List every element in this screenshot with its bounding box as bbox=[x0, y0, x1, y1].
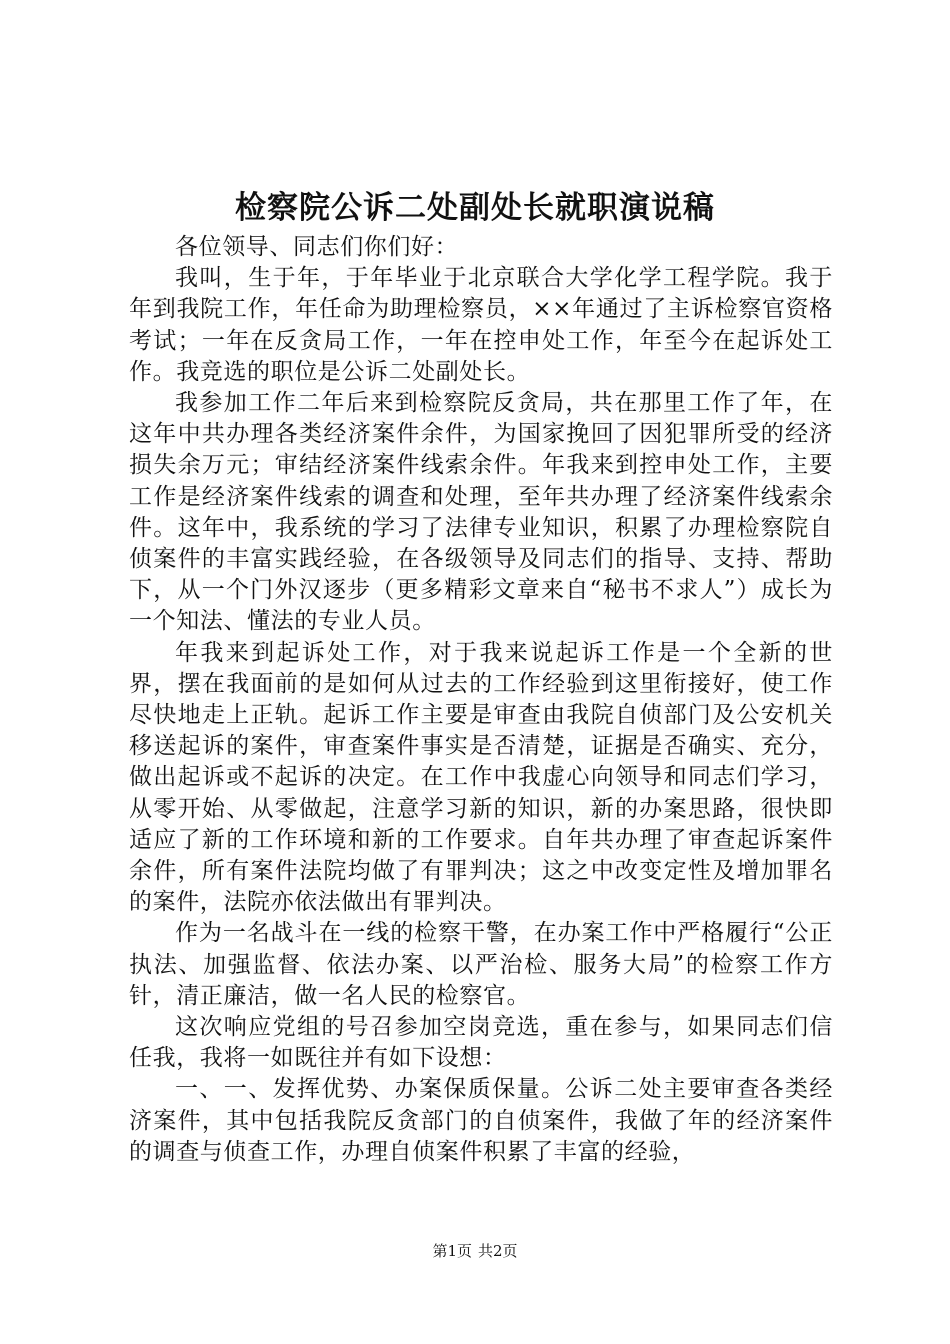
paragraph-anti-corruption-experience: 我参加工作二年后来到检察院反贪局，共在那里工作了年，在这年中共办理各类经济案件余件，为国家挽回了因犯罪所受的经济损失余万元；审结经济案件线索余件。年我来到控申处工作，主要工作是经济案件线索的调查和处理，至年共办理了经济案件线索余件。这年中，我系统的学习了法律专业知识，积累了办理检察院自侦案件的丰富实践经验，在各级领导及同志们的指导、支持、帮助下，从一个门外汉逐步（更多精彩文章来自“秘书不求人”）成长为一个知法、懂法的专业人员。 bbox=[129, 390, 833, 635]
document-body bbox=[129, 232, 833, 1168]
paragraph-prosecution-experience: 年我来到起诉处工作，对于我来说起诉工作是一个全新的世界，摆在我面前的是如何从过去的工作经验到这里衔接好，使工作尽快地走上正轨。起诉工作主要是审查由我院自侦部门及公安机关移送起诉的案件，审查案件事实是否清楚，证据是否确实、充分，做出起诉或不起诉的决定。在工作中我虚心向领导和同志们学习，从零开始、从零做起，注意学习新的知识，新的办案思路，很快即适应了新的工作环境和新的工作要求。自年共办理了审查起诉案件余件，所有案件法院均做了有罪判决；这之中改变定性及增加罪名的案件，法院亦依法做出有罪判决。 bbox=[129, 639, 833, 916]
paragraph-campaign-intent: 这次响应党组的号召参加空岗竞选，重在参与，如果同志们信任我，我将一如既往并有如下设想： bbox=[129, 1014, 833, 1072]
paragraph-greeting: 各位领导、同志们你们好： bbox=[175, 234, 459, 260]
paragraph-introduction: 我叫，生于年，于年毕业于北京联合大学化学工程学院。我于年到我院工作，年任命为助理检察员，××年通过了主诉检察官资格考试；一年在反贪局工作，一年在控申处工作，年至今在起诉处工作。我竞选的职位是公诉二处副处长。 bbox=[129, 265, 833, 385]
page-footer bbox=[0, 1241, 950, 1261]
paragraph-plan-one: 一、一、发挥优势、办案保质保量。公诉二处主要审查各类经济案件，其中包括我院反贪部门的自侦案件，我做了年的经济案件的调查与侦查工作，办理自侦案件积累了丰富的经验， bbox=[129, 1076, 833, 1165]
document-title: 检察院公诉二处副处长就职演说稿 bbox=[235, 190, 715, 226]
page-number-current: 第1页 bbox=[432, 1242, 472, 1260]
page-number-total: 共2页 bbox=[478, 1242, 518, 1260]
paragraph-work-principles: 作为一名战斗在一线的检察干警，在办案工作中严格履行“公正执法、加强监督、依法办案、以严治检、服务大局”的检察工作方针，清正廉洁，做一名人民的检察官。 bbox=[129, 920, 833, 1009]
